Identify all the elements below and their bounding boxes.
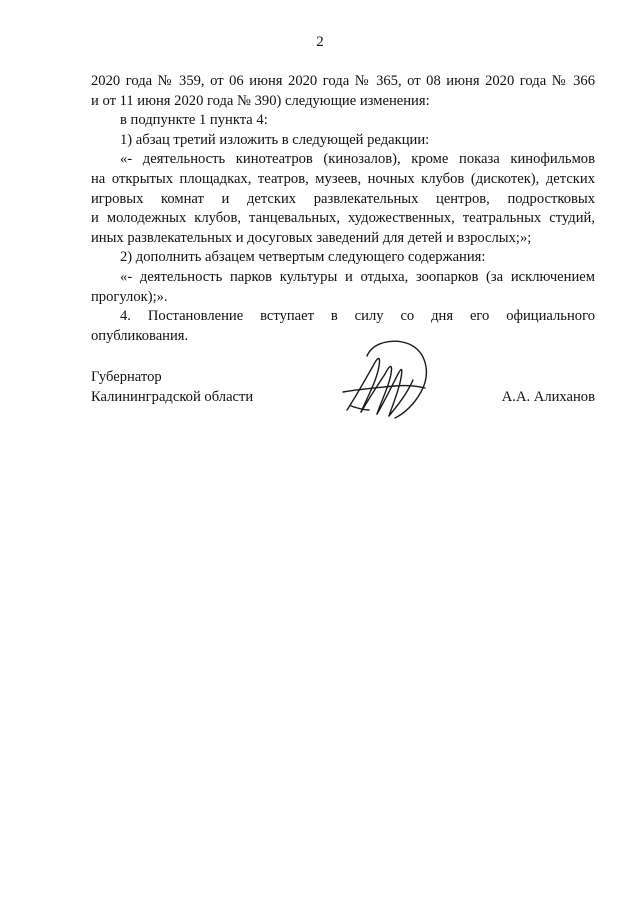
paragraph-line: «- деятельность парков культуры и отдыха, зоопарков (за исключением bbox=[120, 268, 595, 285]
paragraph-line: и от 11 июня 2020 года № 390) следующие изменения: bbox=[91, 92, 430, 109]
document-body bbox=[91, 72, 595, 346]
signatory-title bbox=[91, 368, 253, 407]
paragraph-line: 2) дополнить абзацем четвертым следующего содержания: bbox=[120, 249, 486, 266]
paragraph-line: на открытых площадках, театров, музеев, ночных клубов (дискотек), детских bbox=[91, 170, 595, 187]
paragraph-line: «- деятельность кинотеатров (кинозалов), кроме показа кинофильмов bbox=[120, 151, 595, 168]
signatory-name: А.А. Алиханов bbox=[501, 388, 595, 405]
paragraph-line: 4. Постановление вступает в силу со дня его официального bbox=[120, 308, 595, 325]
paragraph-line: прогулок);». bbox=[91, 288, 168, 305]
handwritten-signature bbox=[337, 336, 437, 422]
paragraph-line: 2020 года № 359, от 06 июня 2020 года № 365, от 08 июня 2020 года № 366 bbox=[91, 73, 595, 89]
signatory-title-line: Губернатор bbox=[91, 369, 162, 385]
paragraph-line: иных развлекательных и досуговых заведений для детей и взрослых;»; bbox=[91, 229, 532, 246]
paragraph-line: и молодежных клубов, танцевальных, художественных, театральных студий, bbox=[91, 210, 595, 227]
paragraph-line: 1) абзац третий изложить в следующей редакции: bbox=[120, 131, 430, 148]
page-number: 2 bbox=[316, 34, 324, 50]
paragraph-line: игровых комнат и детских развлекательных центров, подростковых bbox=[91, 190, 595, 207]
signatory-title-line: Калининградской области bbox=[91, 388, 254, 405]
paragraph-line: в подпункте 1 пункта 4: bbox=[120, 112, 268, 129]
paragraph-line: опубликования. bbox=[91, 327, 189, 344]
